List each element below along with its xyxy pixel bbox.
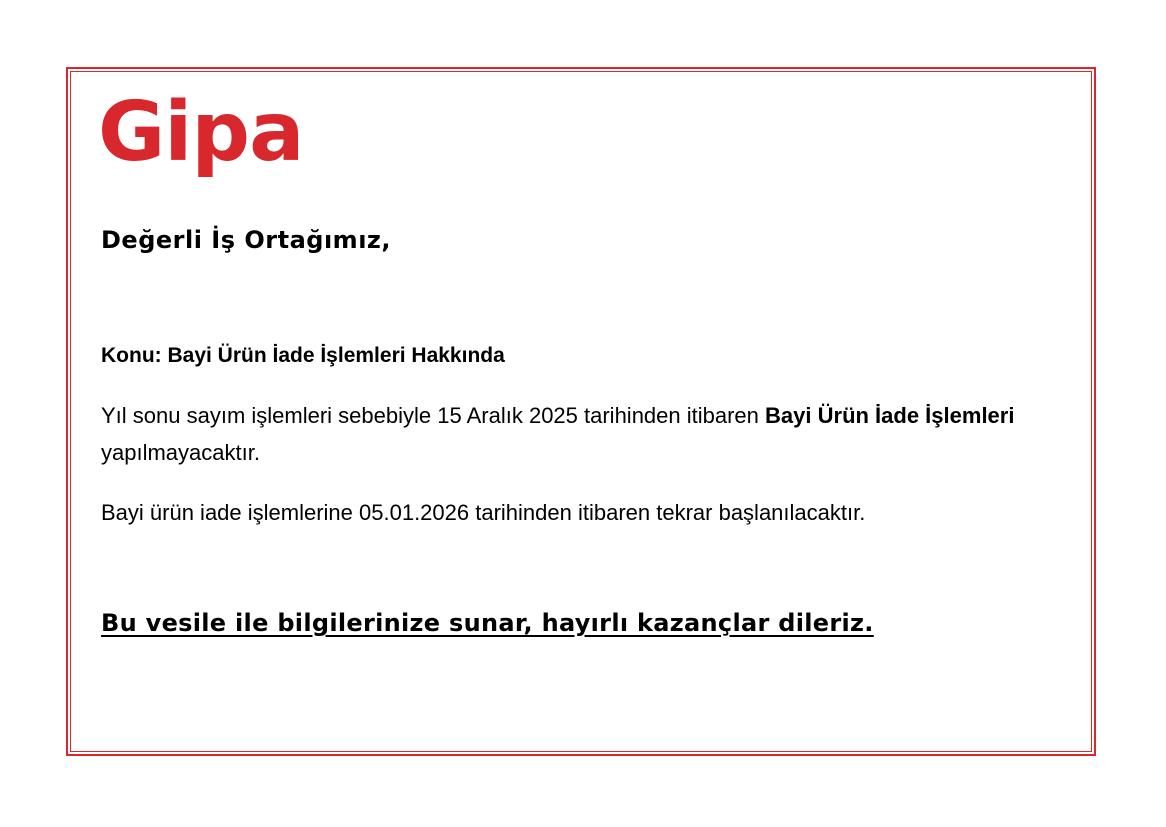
notice-text-end: yapılmayacaktır. — [101, 440, 260, 465]
notice-text-emphasis: Bayi Ürün İade İşlemleri — [765, 403, 1015, 428]
notice-paragraph — [101, 397, 1061, 471]
gipa-logo: Gipa — [98, 85, 304, 180]
notice-text-start: Yıl sonu sayım işlemleri sebebiyle 15 Aralık 2025 tarihinden itibaren — [101, 403, 766, 428]
greeting-heading: Değerli İş Ortağımız, — [101, 226, 392, 254]
restart-paragraph: Bayi ürün iade işlemlerine 05.01.2026 tarihinden itibaren tekrar başlanılacaktır. — [101, 500, 866, 525]
closing-line: Bu vesile ile bilgilerinize sunar, hayırlı kazançlar dileriz. — [101, 609, 874, 637]
subject-line: Konu: Bayi Ürün İade İşlemleri Hakkında — [101, 344, 505, 367]
